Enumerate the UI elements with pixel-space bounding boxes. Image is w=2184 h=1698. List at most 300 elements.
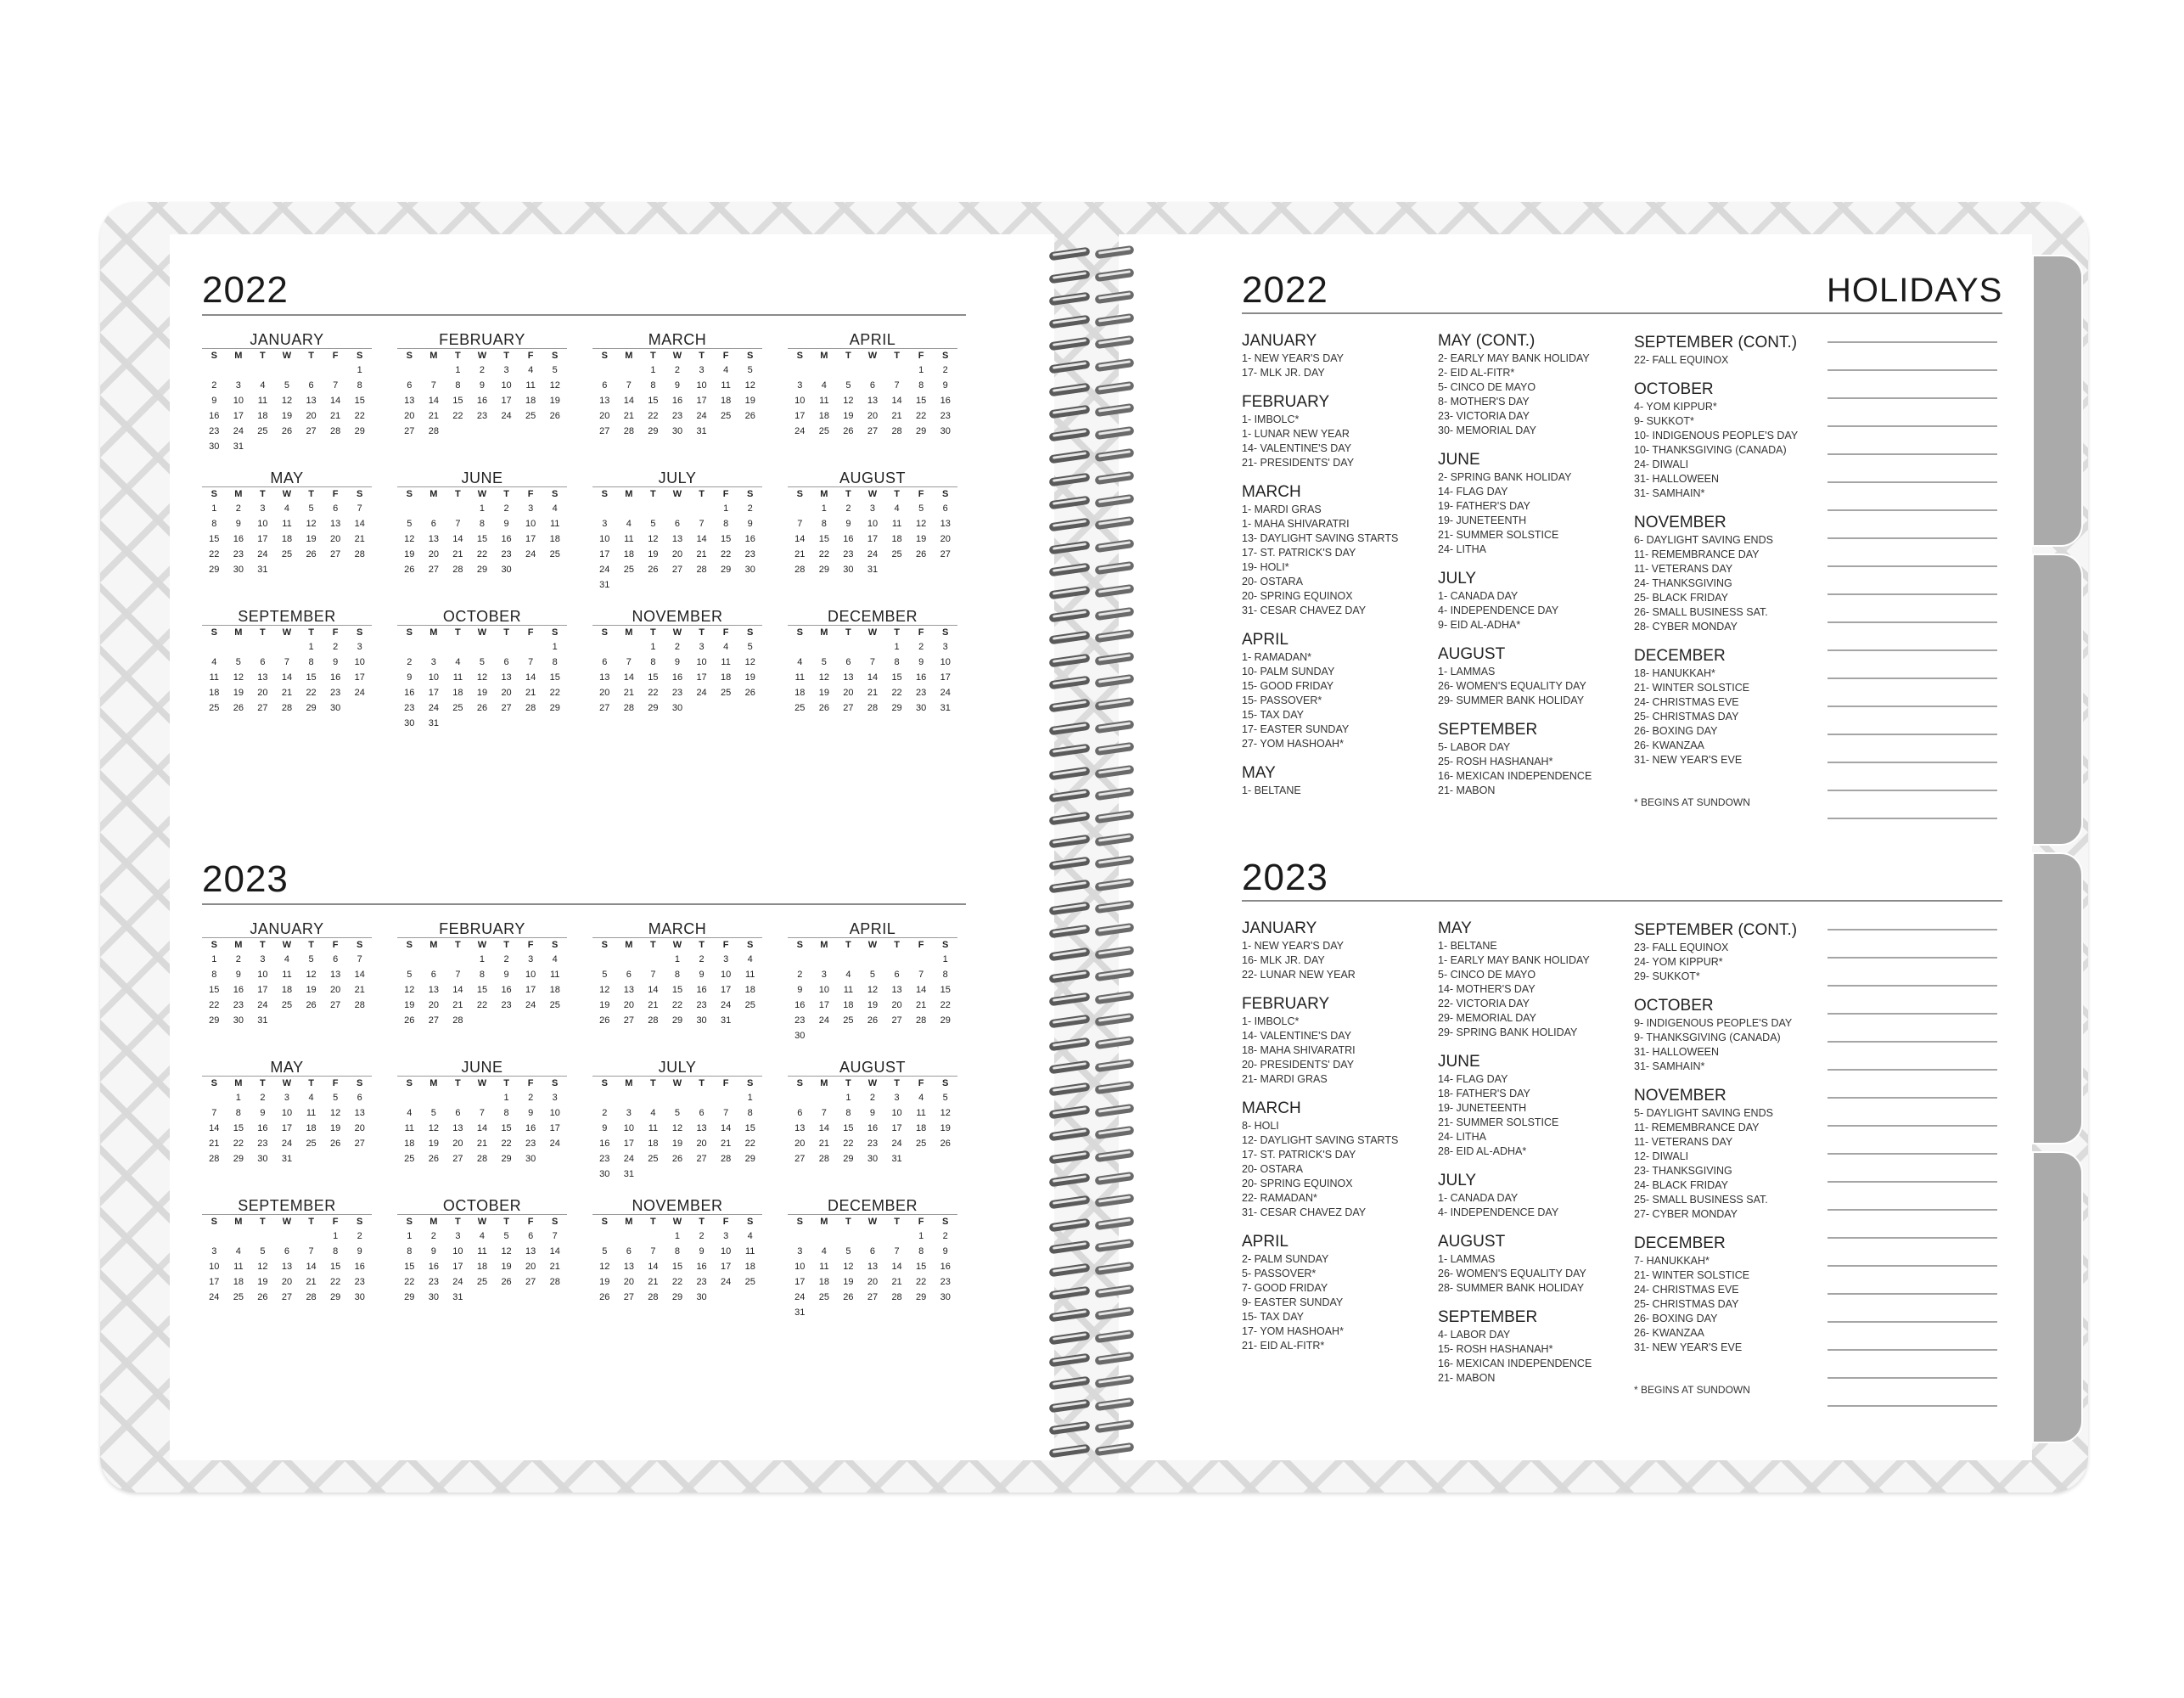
day-number: 13 [867, 1262, 879, 1272]
holiday-item: 21- MABON [1438, 1372, 1496, 1384]
holiday-item: 9- EASTER SUNDAY [1242, 1296, 1344, 1308]
week-row [788, 516, 957, 531]
weekday-label: T [260, 627, 266, 638]
day-number: 13 [525, 1246, 536, 1257]
holiday-item: 18- FATHER'S DAY [1438, 1088, 1530, 1099]
day-number [422, 363, 446, 378]
month-calendar [788, 331, 957, 469]
writing-line [1827, 1265, 1997, 1267]
writing-line [1827, 397, 1997, 399]
month-calendar [788, 469, 957, 608]
day-number: 20 [404, 411, 415, 421]
day-number: 21 [794, 549, 806, 559]
holiday-item: 7- HANUKKAH* [1634, 1255, 1710, 1267]
weekday-label: F [722, 627, 729, 638]
day-number: 23 [233, 1000, 244, 1010]
day-number: 25 [891, 549, 902, 559]
holiday-item: 30- MEMORIAL DAY [1438, 424, 1536, 436]
day-number: 30 [233, 1015, 244, 1026]
weekday-label: S [747, 940, 754, 950]
day-number: 6 [626, 1246, 632, 1257]
month-calendar [202, 608, 372, 746]
day-number: 25 [623, 565, 634, 575]
holiday-column [1634, 333, 1825, 808]
day-number [812, 952, 837, 967]
day-number: 28 [354, 1000, 365, 1010]
day-number: 28 [209, 1154, 220, 1164]
holiday-item: 21- MABON [1438, 784, 1496, 796]
holiday-item: 24- CHRISTMAS EVE [1634, 696, 1739, 708]
day-number: 8 [308, 657, 314, 667]
day-number: 13 [354, 1108, 365, 1118]
writing-line [1827, 1125, 1997, 1127]
day-number: 7 [626, 380, 632, 391]
day-number [202, 639, 227, 655]
day-number [397, 952, 422, 967]
day-number [617, 363, 642, 378]
month-calendar [397, 1197, 567, 1335]
day-number: 28 [721, 1154, 732, 1164]
holiday-item: 31- NEW YEAR'S EVE [1634, 1341, 1743, 1353]
day-number: 11 [819, 1262, 829, 1272]
day-number [494, 1013, 519, 1028]
spiral-coil [1046, 875, 1137, 897]
day-number: 11 [721, 657, 731, 667]
day-number: 15 [891, 672, 902, 683]
day-number: 3 [235, 380, 241, 391]
spiral-coil [1046, 288, 1137, 310]
day-number: 12 [306, 519, 317, 529]
week-row [397, 531, 567, 547]
day-number: 20 [599, 411, 610, 421]
day-number: 1 [821, 503, 827, 514]
day-number: 16 [501, 534, 512, 544]
holiday-item: 6- DAYLIGHT SAVING ENDS [1634, 534, 1773, 546]
weekday-label: S [942, 1078, 949, 1088]
holiday-item: 5- DAYLIGHT SAVING ENDS [1634, 1107, 1773, 1119]
weekday-label: M [430, 1078, 438, 1088]
day-number: 2 [869, 1093, 876, 1103]
day-number: 4 [284, 503, 290, 514]
day-number: 4 [284, 954, 290, 964]
day-number: 26 [428, 1154, 439, 1164]
day-number: 2 [235, 954, 241, 964]
day-number [836, 639, 861, 655]
day-number: 12 [257, 1262, 268, 1272]
day-number: 14 [476, 1123, 488, 1133]
day-number: 14 [452, 985, 463, 995]
day-number: 7 [552, 1231, 558, 1241]
day-number: 17 [354, 672, 365, 683]
day-number: 27 [940, 549, 951, 559]
holiday-item: 23- THANKSGIVING [1634, 1165, 1732, 1177]
day-number: 24 [233, 426, 244, 436]
day-number: 19 [671, 1139, 683, 1149]
day-number [641, 1167, 665, 1182]
day-number: 26 [501, 1277, 512, 1287]
holiday-item: 1- IMBOLC* [1242, 413, 1300, 425]
spiral-coil [1046, 627, 1137, 649]
day-number [641, 1229, 665, 1244]
day-number: 24 [501, 411, 512, 421]
day-number [592, 639, 617, 655]
day-number [909, 1305, 934, 1320]
week-row [592, 967, 762, 982]
day-number: 3 [797, 380, 803, 391]
day-number: 21 [623, 688, 634, 698]
day-number: 9 [602, 1123, 608, 1133]
divider-tab[interactable] [2032, 255, 2083, 547]
day-number [592, 363, 617, 378]
day-number: 1 [845, 1093, 851, 1103]
day-number: 24 [257, 1000, 268, 1010]
weekday-label: S [357, 351, 363, 361]
day-number: 5 [821, 657, 827, 667]
day-number: 30 [525, 1154, 536, 1164]
day-number: 18 [721, 396, 732, 406]
day-number: 29 [209, 1015, 220, 1026]
holiday-item: 26- BOXING DAY [1634, 725, 1718, 737]
weekday-label: T [503, 1078, 509, 1088]
weekday-label: S [552, 627, 559, 638]
day-number: 15 [843, 1123, 854, 1133]
weekday-label: T [845, 940, 851, 950]
day-number [347, 439, 372, 454]
day-number [397, 501, 422, 516]
holiday-month-heading: SEPTEMBER (CONT.) [1634, 921, 1798, 939]
day-number: 28 [306, 1292, 317, 1302]
day-number [836, 952, 861, 967]
week-row [788, 1105, 957, 1121]
day-number: 17 [940, 672, 951, 683]
day-number: 21 [916, 1000, 927, 1010]
day-number [788, 639, 812, 655]
day-number [617, 952, 642, 967]
week-row [202, 639, 372, 655]
week-row [397, 1090, 567, 1105]
weekday-label: W [477, 351, 487, 361]
holiday-item: 12- DIWALI [1634, 1150, 1689, 1162]
day-number: 23 [843, 549, 854, 559]
day-number: 8 [407, 1246, 413, 1257]
holiday-item: 19- HOLI* [1242, 561, 1289, 573]
day-number: 15 [549, 672, 560, 683]
day-number [738, 424, 762, 439]
day-number: 30 [671, 426, 683, 436]
day-number: 22 [916, 1277, 927, 1287]
writing-line [1827, 1209, 1997, 1211]
day-number: 10 [354, 657, 365, 667]
day-number: 24 [599, 565, 610, 575]
day-number: 27 [794, 1154, 806, 1164]
day-number: 9 [942, 1246, 948, 1257]
writing-line [1827, 734, 1997, 735]
weekday-label: F [722, 351, 729, 361]
week-row [788, 393, 957, 408]
spiral-coil [1046, 694, 1137, 717]
day-number: 31 [281, 1154, 293, 1164]
writing-lines [1827, 929, 1997, 1433]
day-number: 26 [671, 1154, 683, 1164]
day-number: 19 [549, 396, 560, 406]
weekday-label: F [332, 627, 339, 638]
day-number [861, 1028, 885, 1043]
day-number: 21 [354, 985, 365, 995]
holiday-month-heading: MARCH [1242, 483, 1301, 501]
day-number: 17 [549, 1123, 560, 1133]
holiday-item: 1- CANADA DAY [1438, 590, 1519, 602]
holiday-item: 26- SMALL BUSINESS SAT. [1634, 606, 1768, 618]
writing-line [1827, 706, 1997, 707]
holiday-item: 28- CYBER MONDAY [1634, 621, 1738, 633]
day-number: 31 [940, 703, 951, 713]
week-row [397, 700, 567, 716]
day-number: 28 [354, 549, 365, 559]
week-row [788, 501, 957, 516]
day-number: 15 [940, 985, 951, 995]
day-number: 26 [599, 1015, 610, 1026]
week-row [397, 516, 567, 531]
spiral-coil [1046, 333, 1137, 355]
holiday-year-2022: 2022 [1242, 269, 1328, 311]
divider-tab[interactable] [2032, 1151, 2083, 1443]
day-number: 4 [626, 519, 632, 529]
day-number [884, 1229, 909, 1244]
spiral-coil [1046, 830, 1137, 852]
holiday-item: 22- LUNAR NEW YEAR [1242, 969, 1356, 981]
weekday-label: T [650, 351, 656, 361]
day-number: 14 [452, 534, 463, 544]
weekday-label: T [699, 940, 705, 950]
writing-line [1827, 929, 1997, 931]
day-number [250, 363, 275, 378]
day-number: 9 [797, 985, 803, 995]
day-number [909, 1028, 934, 1043]
weekday-label: T [894, 627, 900, 638]
day-number: 20 [891, 1000, 902, 1010]
day-number: 29 [209, 565, 220, 575]
day-number [519, 716, 543, 731]
holiday-item: 25- CHRISTMAS DAY [1634, 1298, 1739, 1310]
week-row [202, 1151, 372, 1167]
week-row [397, 952, 567, 967]
day-number: 21 [452, 1000, 463, 1010]
week-row [592, 424, 762, 439]
day-number: 3 [503, 365, 509, 375]
weekday-header [202, 938, 372, 952]
day-number: 14 [354, 970, 365, 980]
day-number: 16 [696, 985, 707, 995]
weekday-header [788, 1077, 957, 1090]
day-number: 16 [354, 1262, 365, 1272]
day-number: 19 [501, 1262, 512, 1272]
holiday-item: 17- ST. PATRICK'S DAY [1242, 547, 1356, 559]
day-number: 28 [476, 1154, 488, 1164]
holiday-rule [1242, 312, 2002, 314]
day-number: 15 [476, 985, 488, 995]
spiral-coil [1046, 965, 1137, 987]
day-number [202, 1229, 227, 1244]
weekday-label: T [894, 1217, 900, 1227]
month-name: DECEMBER [788, 608, 957, 626]
day-number: 14 [916, 985, 927, 995]
day-number: 26 [549, 411, 560, 421]
holiday-month-heading: SEPTEMBER [1438, 1308, 1538, 1326]
spiral-coil [1046, 537, 1137, 559]
weekday-label: T [308, 1078, 314, 1088]
day-number: 10 [549, 1108, 560, 1118]
week-row [788, 982, 957, 998]
day-number: 24 [721, 1277, 732, 1287]
day-number [202, 363, 227, 378]
day-number: 1 [479, 503, 486, 514]
day-number: 9 [235, 519, 241, 529]
day-number: 30 [501, 565, 512, 575]
day-number: 8 [552, 657, 558, 667]
writing-line [1827, 957, 1997, 959]
day-number: 23 [354, 1277, 365, 1287]
day-number [250, 639, 275, 655]
day-number: 19 [306, 985, 317, 995]
week-row [202, 1090, 372, 1105]
day-number: 12 [501, 1246, 512, 1257]
day-number [470, 716, 495, 731]
week-row [202, 982, 372, 998]
day-number: 13 [696, 1123, 707, 1133]
weekday-label: S [357, 489, 363, 499]
day-number: 20 [330, 534, 341, 544]
day-number: 18 [209, 688, 220, 698]
day-number: 5 [308, 954, 314, 964]
day-number: 15 [671, 1262, 683, 1272]
month-name: JANUARY [202, 331, 372, 349]
week-row [592, 1167, 762, 1182]
week-row [788, 685, 957, 700]
calendar-grid-2023 [202, 920, 957, 1335]
week-row [202, 700, 372, 716]
week-row [592, 393, 762, 408]
day-number: 18 [623, 549, 634, 559]
day-number: 1 [357, 365, 362, 375]
day-number: 3 [942, 642, 948, 652]
day-number: 4 [747, 954, 753, 964]
month-name: MARCH [592, 331, 762, 349]
holiday-item: 24- DIWALI [1634, 458, 1689, 470]
day-number: 3 [626, 1108, 632, 1118]
holiday-month-heading: JUNE [1438, 1053, 1480, 1071]
day-number: 17 [233, 411, 244, 421]
day-number [347, 1013, 372, 1028]
holiday-month-heading: DECEMBER [1634, 1234, 1726, 1252]
day-number: 17 [525, 985, 536, 995]
divider-tab[interactable] [2032, 852, 2083, 1144]
day-number: 24 [818, 1015, 829, 1026]
week-row [397, 685, 567, 700]
holiday-month-heading: AUGUST [1438, 645, 1506, 663]
day-number: 15 [233, 1123, 244, 1133]
spiral-coil [1046, 1236, 1137, 1258]
holiday-column [1634, 920, 1825, 1396]
month-name: MAY [202, 469, 372, 487]
weekday-label: F [722, 1078, 729, 1088]
weekday-label: S [796, 1078, 803, 1088]
day-number: 22 [916, 411, 927, 421]
day-number: 8 [674, 970, 681, 980]
weekday-label: T [308, 351, 314, 361]
day-number: 22 [404, 1277, 415, 1287]
day-number: 12 [404, 985, 415, 995]
month-calendar [788, 1059, 957, 1197]
day-number: 21 [891, 1277, 902, 1287]
weekday-label: F [527, 1217, 534, 1227]
holiday-item: 1- LUNAR NEW YEAR [1242, 428, 1350, 440]
day-number: 20 [354, 1123, 365, 1133]
day-number: 11 [549, 519, 560, 529]
day-number: 1 [503, 1093, 509, 1103]
weekday-label: W [282, 351, 292, 361]
day-number [470, 424, 495, 439]
holiday-item: 25- BLACK FRIDAY [1634, 592, 1728, 604]
day-number: 22 [671, 1277, 683, 1287]
day-number: 22 [721, 549, 732, 559]
day-number: 7 [894, 380, 900, 391]
day-number: 25 [525, 411, 536, 421]
day-number: 6 [503, 657, 509, 667]
day-number: 25 [306, 1139, 317, 1149]
weekday-label: T [503, 1217, 509, 1227]
spiral-coil [1046, 1327, 1137, 1349]
day-number: 17 [599, 549, 610, 559]
writing-line [1827, 509, 1997, 511]
day-number: 20 [623, 1000, 634, 1010]
weekday-label: W [477, 1217, 487, 1227]
holiday-month-heading: OCTOBER [1634, 380, 1714, 398]
day-number: 10 [623, 1123, 634, 1133]
day-number: 12 [233, 672, 244, 683]
day-number: 2 [747, 503, 753, 514]
day-number: 13 [281, 1262, 293, 1272]
holiday-item: 20- SPRING EQUINOX [1242, 1178, 1353, 1189]
day-number: 9 [699, 970, 705, 980]
weekday-label: T [894, 1078, 900, 1088]
weekday-label: T [308, 940, 314, 950]
day-number: 18 [549, 534, 560, 544]
divider-tab[interactable] [2032, 554, 2083, 846]
week-row [592, 501, 762, 516]
day-number: 30 [843, 565, 854, 575]
holiday-item: 14- FLAG DAY [1438, 486, 1508, 498]
weekday-label: F [918, 1217, 924, 1227]
weekday-label: T [845, 1217, 851, 1227]
day-number: 15 [648, 396, 659, 406]
day-number: 1 [674, 954, 681, 964]
week-row [592, 1136, 762, 1151]
day-number: 5 [479, 657, 486, 667]
day-number: 4 [747, 1231, 753, 1241]
day-number: 7 [723, 1108, 729, 1118]
day-number [933, 1151, 957, 1167]
day-number: 15 [209, 534, 220, 544]
week-row [397, 716, 567, 731]
day-number: 20 [940, 534, 951, 544]
day-number: 12 [306, 970, 317, 980]
holiday-item: 9- THANKSGIVING (CANADA) [1634, 1032, 1781, 1043]
day-number: 8 [235, 1108, 241, 1118]
day-number: 31 [696, 426, 707, 436]
day-number: 17 [623, 1139, 634, 1149]
day-number: 17 [721, 985, 732, 995]
writing-line [1827, 565, 1997, 567]
